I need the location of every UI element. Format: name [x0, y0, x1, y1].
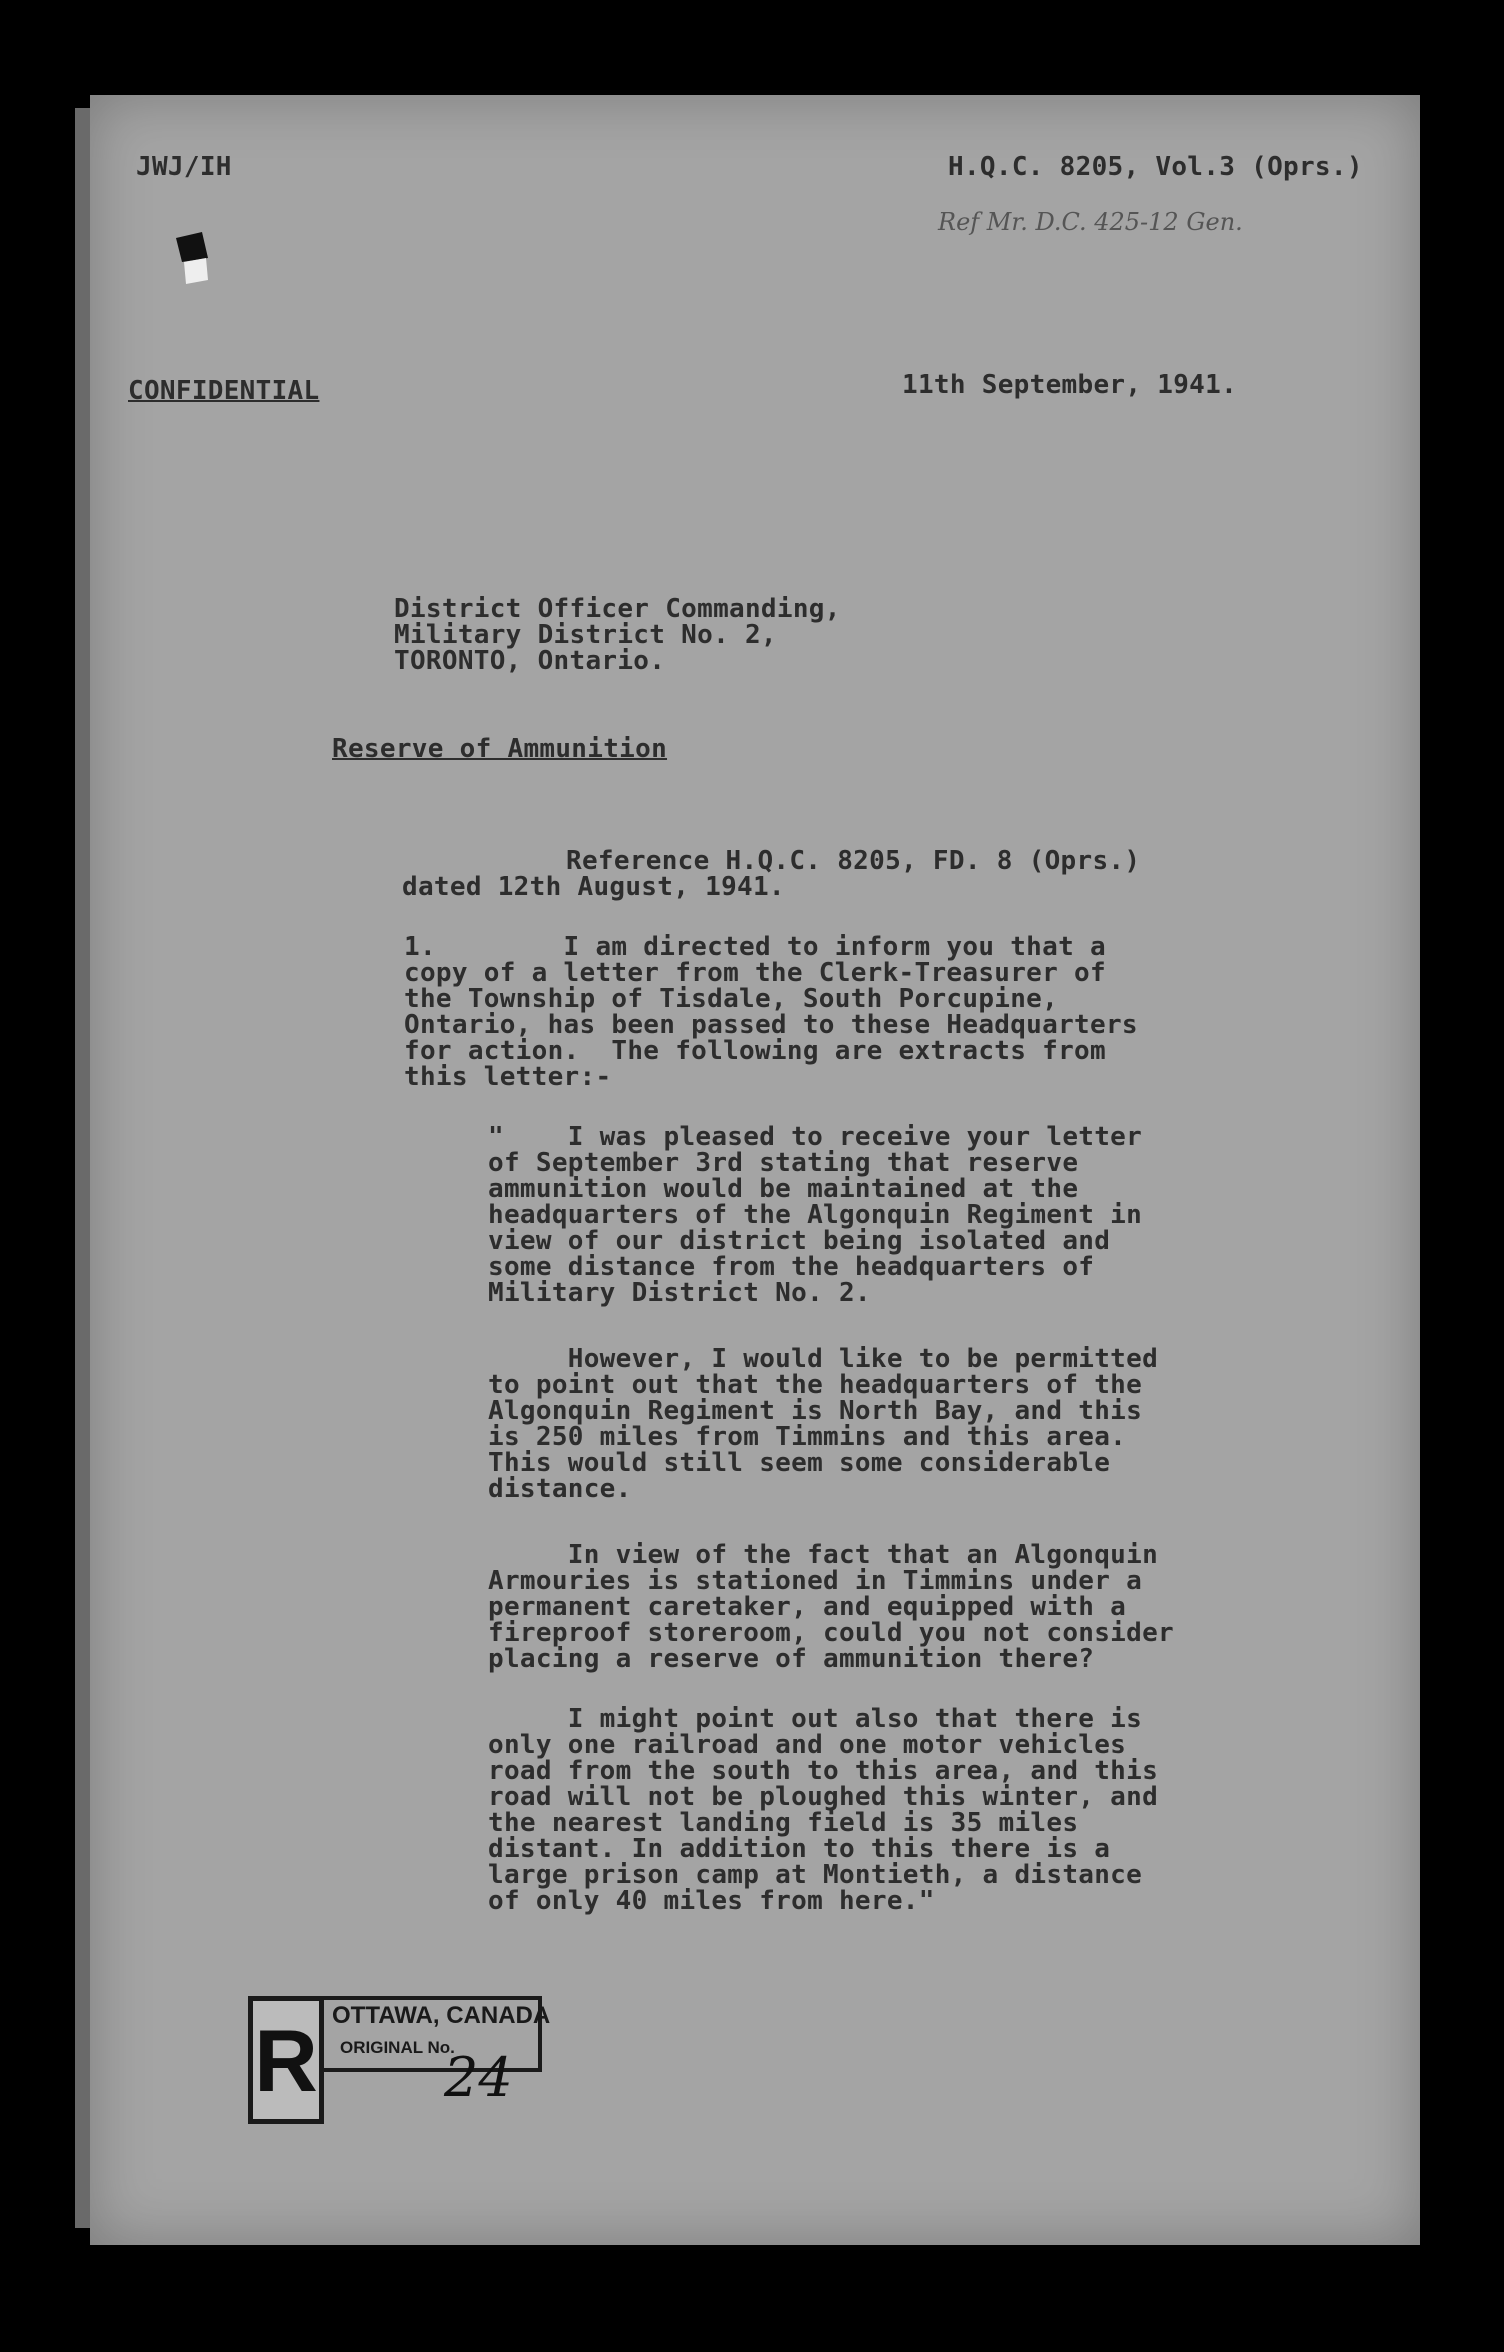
quote-line: I might point out also that there is	[488, 1704, 1143, 1734]
paragraph-line: for action. The following are extracts from	[404, 1036, 1106, 1066]
paragraph-line: Ontario, has been passed to these Headquarters	[404, 1010, 1138, 1040]
paragraph-line: copy of a letter from the Clerk-Treasurer of	[404, 958, 1106, 988]
quote-line: to point out that the headquarters of the	[488, 1370, 1143, 1400]
quote-line: Military District No. 2.	[488, 1278, 871, 1308]
quote-line: road will not be ploughed this winter, and	[488, 1782, 1159, 1812]
quote-line: placing a reserve of ammunition there?	[488, 1644, 1095, 1674]
quote-line: ammunition would be maintained at the	[488, 1174, 1079, 1204]
stamp-letter: R	[254, 2011, 318, 2110]
paragraph-line: this letter:-	[404, 1062, 612, 1092]
quote-line: distance.	[488, 1474, 632, 1504]
stamp-location: OTTAWA, CANADA	[332, 2002, 551, 2029]
quote-line: is 250 miles from Timmins and this area.	[488, 1422, 1127, 1452]
letter-date: 11th September, 1941.	[902, 370, 1238, 400]
stamp-letter-box	[248, 1996, 324, 2124]
subject-heading: Reserve of Ammunition	[332, 734, 668, 764]
quote-line: only one railroad and one motor vehicles	[488, 1730, 1127, 1760]
handwritten-reference: Ref Mr. D.C. 425-12 Gen.	[938, 208, 1243, 236]
addressee-line: Military District No. 2,	[394, 620, 777, 650]
quote-line: Algonquin Regiment is North Bay, and this	[488, 1396, 1143, 1426]
paragraph-line: the Township of Tisdale, South Porcupine,	[404, 984, 1059, 1014]
paragraph-line: 1. I am directed to inform you that a	[404, 932, 1106, 962]
quote-line: This would still seem some considerable	[488, 1448, 1111, 1478]
reference-line: dated 12th August, 1941.	[402, 872, 785, 902]
quote-line: the nearest landing field is 35 miles	[488, 1808, 1079, 1838]
quote-line: road from the south to this area, and this	[488, 1756, 1159, 1786]
quote-line: " I was pleased to receive your letter	[488, 1122, 1143, 1152]
clip-mark-icon	[172, 232, 212, 288]
quote-line: large prison camp at Montieth, a distance	[488, 1860, 1143, 1890]
quote-line: headquarters of the Algonquin Regiment in	[488, 1200, 1143, 1230]
stamp-original-label: ORIGINAL No.	[340, 2038, 455, 2057]
quote-line: permanent caretaker, and equipped with a	[488, 1592, 1127, 1622]
quote-line: In view of the fact that an Algonquin	[488, 1540, 1159, 1570]
quote-line: some distance from the headquarters of	[488, 1252, 1095, 1282]
classification-label: CONFIDENTIAL	[128, 376, 320, 406]
quote-line: of September 3rd stating that reserve	[488, 1148, 1079, 1178]
quote-line: distant. In addition to this there is a	[488, 1834, 1111, 1864]
quote-line: fireproof storeroom, could you not consider	[488, 1618, 1174, 1648]
quote-line: of only 40 miles from here."	[488, 1886, 935, 1916]
file-reference: H.Q.C. 8205, Vol.3 (Oprs.)	[948, 152, 1363, 182]
quote-line: Armouries is stationed in Timmins under a	[488, 1566, 1143, 1596]
typist-initials: JWJ/IH	[136, 152, 232, 182]
addressee-line: TORONTO, Ontario.	[394, 646, 666, 676]
reference-line: Reference H.Q.C. 8205, FD. 8 (Oprs.)	[566, 846, 1141, 876]
addressee-line: District Officer Commanding,	[394, 594, 841, 624]
stamp-original-number: 24	[444, 2046, 513, 2109]
quote-line: However, I would like to be permitted	[488, 1344, 1159, 1374]
archive-stamp	[248, 1996, 551, 2128]
quote-line: view of our district being isolated and	[488, 1226, 1111, 1256]
